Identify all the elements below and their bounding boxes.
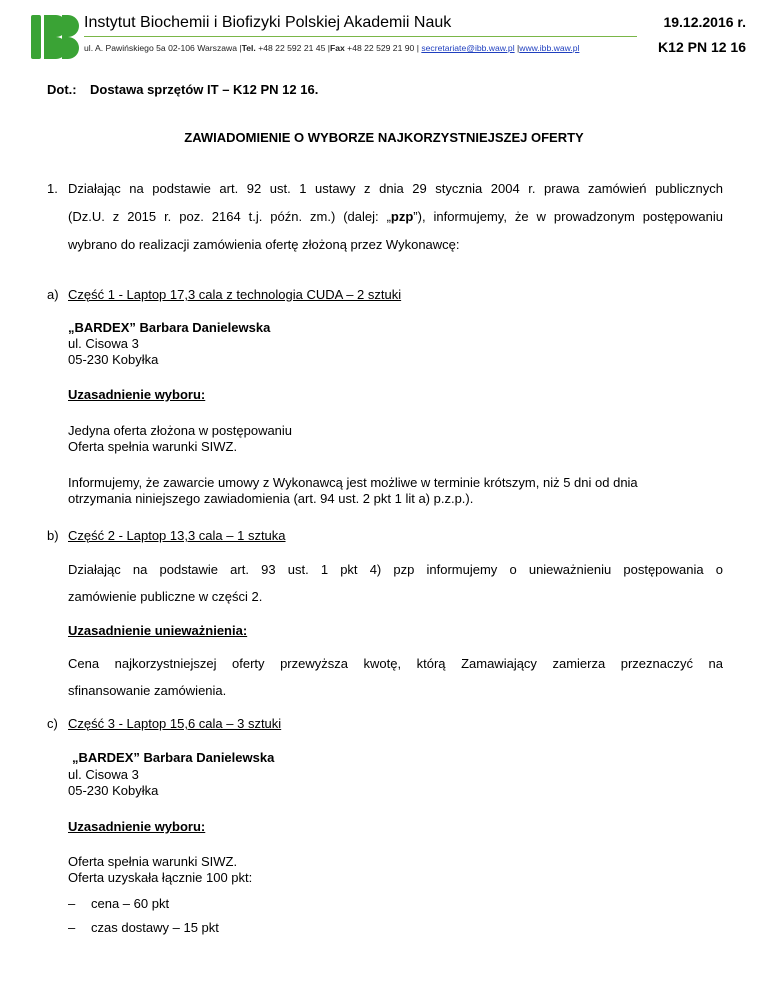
ibb-logo: [31, 15, 79, 59]
section-a-city: 05-230 Kobyłka: [68, 352, 159, 367]
section-c-heading: Część 3 - Laptop 15,6 cala – 3 sztuki: [68, 716, 282, 731]
section-c-street: ul. Cisowa 3: [68, 767, 139, 782]
institute-name: Instytut Biochemii i Biofizyki Polskiej Akademii Nauk: [84, 14, 452, 31]
list-item: czas dostawy – 15 pkt: [91, 920, 219, 935]
section-c-company: „BARDEX” Barbara Danielewska: [72, 750, 275, 765]
section-b-label: b): [47, 528, 59, 543]
subject-label: Dot.:: [47, 82, 77, 97]
section-a-label: a): [47, 287, 59, 302]
section-c-city: 05-230 Kobyłka: [68, 783, 159, 798]
pzp-abbrev: pzp: [390, 209, 414, 224]
contact-line: [84, 43, 579, 53]
tel-number: +48 22 592 21 45 |: [258, 43, 330, 53]
section-b-reason-1: Cena najkorzystniejszej oferty przewyższa kwotę, którą Zamawiający zamierza przeznaczyć na: [68, 656, 723, 671]
section-a-reason-1: Jedyna oferta złożona w postępowaniu: [68, 423, 293, 438]
section-a-heading: Część 1 - Laptop 17,3 cala z technologia CUDA – 2 sztuki: [68, 287, 402, 302]
website-link[interactable]: www.ibb.waw.pl: [519, 43, 580, 53]
section-b-heading: Część 2 - Laptop 13,3 cala – 1 sztuka: [68, 528, 286, 543]
paragraph-line-1: Działając na podstawie art. 92 ust. 1 ustawy z dnia 29 stycznia 2004 r. prawa zamówień publicznych: [68, 181, 723, 196]
paragraph-line-3: wybrano do realizacji zamówienia ofertę złożoną przez Wykonawcę:: [68, 237, 460, 252]
subject-text: Dostawa sprzętów IT – K12 PN 12 16.: [90, 82, 319, 97]
section-b-text-1: Działając na podstawie art. 93 ust. 1 pkt 4) pzp informujemy o unieważnieniu postępowania o: [68, 562, 723, 577]
section-a-reason-heading: Uzasadnienie wyboru:: [68, 387, 206, 402]
bullet-dash: –: [68, 896, 76, 911]
section-b-reason-2: sfinansowanie zamówienia.: [68, 683, 227, 698]
section-a-street: ul. Cisowa 3: [68, 336, 139, 351]
section-a-company: „BARDEX” Barbara Danielewska: [68, 320, 271, 335]
paragraph-line-2: [68, 209, 723, 224]
section-a-info-2: otrzymania niniejszego zawiadomienia (art. 94 ust. 2 pkt 1 lit a) p.z.p.).: [68, 491, 474, 506]
reference-code: K12 PN 12 16: [658, 39, 746, 55]
section-c-label: c): [47, 716, 58, 731]
fax-label: Fax: [329, 43, 345, 53]
section-a-reason-2: Oferta spełnia warunki SIWZ.: [68, 439, 238, 454]
document-title: ZAWIADOMIENIE O WYBORZE NAJKORZYSTNIEJSZEJ OFERTY: [184, 130, 584, 145]
section-b-reason-heading: Uzasadnienie unieważnienia:: [68, 623, 248, 638]
paragraph-number: 1.: [47, 181, 58, 196]
address: ul. A. Pawińskiego 5a 02-106 Warszawa |: [84, 43, 242, 53]
section-c-reason-2: Oferta uzyskała łącznie 100 pkt:: [68, 870, 253, 885]
document-date: 19.12.2016 r.: [663, 14, 746, 30]
header-divider: [84, 36, 637, 37]
separator: |: [517, 43, 520, 53]
email-link[interactable]: secretariate@ibb.waw.pl: [421, 43, 515, 53]
text: ”), informujemy, że w prowadzonym postępowaniu: [413, 209, 723, 224]
section-c-reason-1: Oferta spełnia warunki SIWZ.: [68, 854, 238, 869]
text: (Dz.U. z 2015 r. poz. 2164 t.j. późn. zm.) (dalej: „: [68, 209, 391, 224]
fax-number: +48 22 529 21 90 |: [347, 43, 419, 53]
tel-label: Tel.: [241, 43, 256, 53]
list-item: cena – 60 pkt: [91, 896, 170, 911]
section-c-reason-heading: Uzasadnienie wyboru:: [68, 819, 206, 834]
bullet-dash: –: [68, 920, 76, 935]
section-b-text-2: zamówienie publiczne w części 2.: [68, 589, 263, 604]
section-a-info-1: Informujemy, że zawarcie umowy z Wykonawcą jest możliwe w terminie krótszym, niż 5 dni od dnia: [68, 475, 638, 490]
